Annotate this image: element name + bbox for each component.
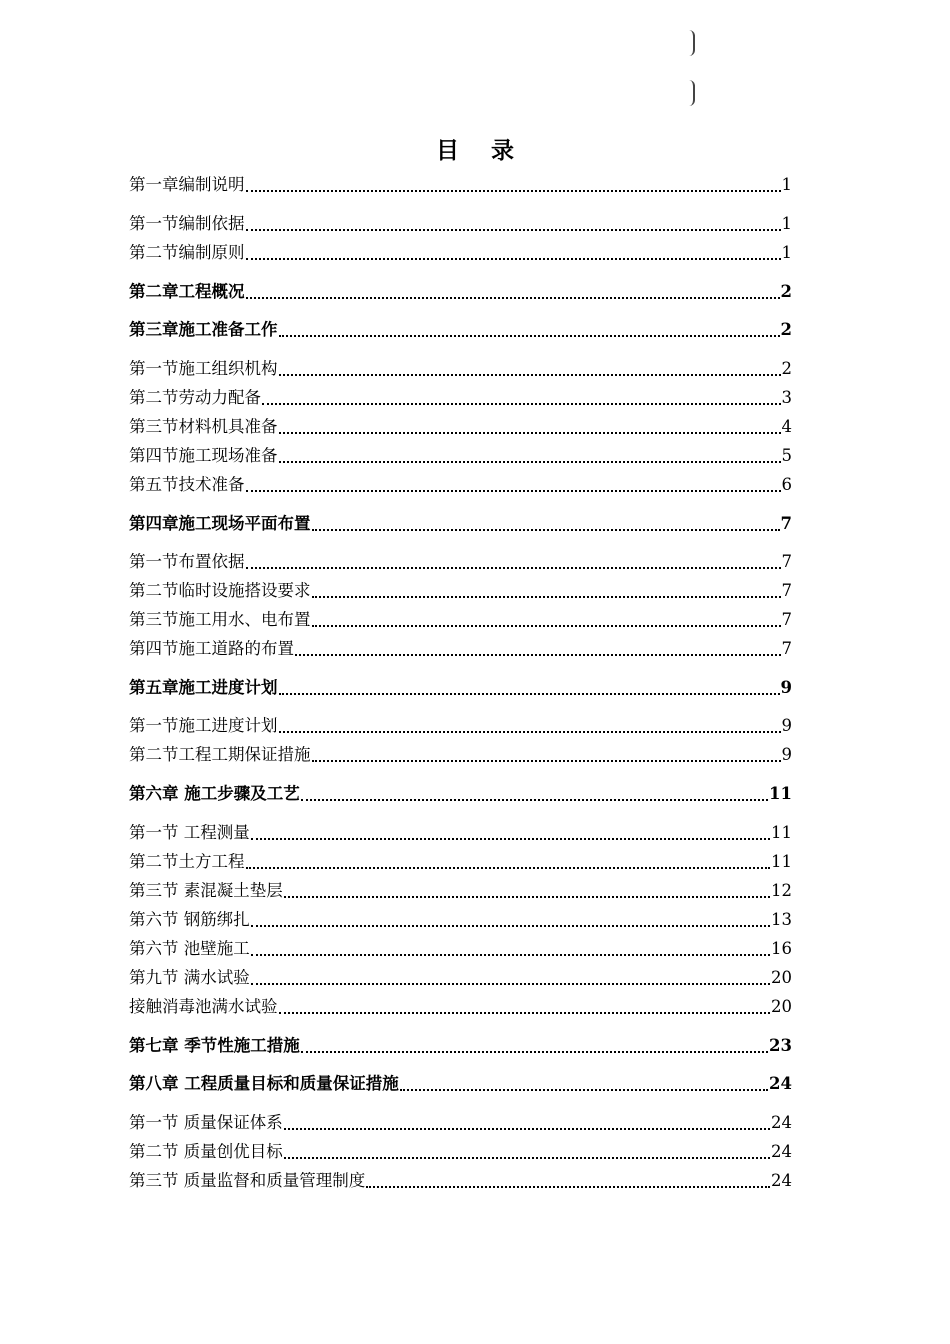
- dot-leader: [246, 567, 781, 569]
- toc-section-entry[interactable]: [129, 384, 792, 412]
- toc-entry-label: 第七章 季节性施工措施: [129, 1036, 300, 1055]
- dot-leader: [279, 1012, 771, 1014]
- toc-entry-label: 第一节 工程测量: [129, 823, 250, 842]
- toc-entry-label: 第三节 素混凝土垫层: [129, 881, 283, 900]
- toc-entry-label: 第六节 池壁施工: [129, 939, 250, 958]
- dot-leader: [246, 490, 781, 492]
- toc-entry-page-number: 5: [781, 446, 792, 465]
- toc-section-entry[interactable]: [129, 819, 792, 847]
- toc-entry-page-number: 9: [781, 745, 792, 764]
- toc-entry-page-number: 12: [771, 881, 792, 900]
- dot-leader: [251, 954, 770, 956]
- toc-section-entry[interactable]: [129, 635, 792, 663]
- dot-leader: [246, 258, 781, 260]
- toc-entry-page-number: 20: [771, 997, 792, 1016]
- toc-section-entry[interactable]: [129, 471, 792, 499]
- toc-chapter-entry[interactable]: [129, 1032, 792, 1060]
- dot-leader: [251, 925, 770, 927]
- dot-leader: [262, 403, 781, 405]
- toc-entry-page-number: 2: [780, 320, 792, 339]
- toc-section-entry[interactable]: [129, 741, 792, 769]
- toc-section-entry[interactable]: [129, 848, 792, 876]
- toc-section-entry[interactable]: [129, 577, 792, 605]
- dot-leader: [251, 838, 770, 840]
- toc-entry-page-number: 11: [769, 784, 792, 803]
- toc-section-entry[interactable]: [129, 935, 792, 963]
- toc-section-entry[interactable]: [129, 1138, 792, 1166]
- toc-entry-label: 第四节施工现场准备: [129, 446, 278, 465]
- toc-entry-label: 第六章 施工步骤及工艺: [129, 784, 300, 803]
- dot-leader: [279, 432, 781, 434]
- toc-section-entry[interactable]: [129, 1109, 792, 1137]
- dot-leader: [312, 625, 781, 627]
- dot-leader: [366, 1186, 770, 1188]
- toc-entry-page-number: 1: [781, 243, 792, 262]
- toc-entry-page-number: 16: [771, 939, 792, 958]
- toc-section-entry[interactable]: [129, 413, 792, 441]
- toc-entry-page-number: 9: [780, 678, 792, 697]
- crop-mark: [689, 30, 695, 56]
- toc-entry-page-number: 24: [771, 1171, 792, 1190]
- toc-entry-label: 第五节技术准备: [129, 475, 245, 494]
- toc-entry-page-number: 3: [781, 388, 792, 407]
- toc-entry-label: 第二节土方工程: [129, 852, 245, 871]
- toc-entry-page-number: 9: [781, 716, 792, 735]
- dot-leader: [284, 1157, 770, 1159]
- page-title: 目 录: [435, 137, 526, 164]
- toc-entry-label: 第四节施工道路的布置: [129, 639, 294, 658]
- toc-entry-label: 第三节 质量监督和质量管理制度: [129, 1171, 366, 1190]
- toc-section-entry[interactable]: [129, 906, 792, 934]
- dot-leader: [279, 731, 781, 733]
- dot-leader: [312, 760, 781, 762]
- crop-mark: [689, 80, 695, 106]
- toc-entry-label: 第九节 满水试验: [129, 968, 250, 987]
- dot-leader: [301, 799, 768, 801]
- toc-section-entry[interactable]: [129, 548, 792, 576]
- toc-entry-page-number: 20: [771, 968, 792, 987]
- toc-entry-label: 第一节 质量保证体系: [129, 1113, 283, 1132]
- toc-chapter-entry[interactable]: [129, 278, 792, 306]
- toc-entry-page-number: 6: [781, 475, 792, 494]
- toc-section-entry[interactable]: [129, 877, 792, 905]
- toc-entry-label: 第二节编制原则: [129, 243, 245, 262]
- toc-entry-label: 第六节 钢筋绑扎: [129, 910, 250, 929]
- toc-section-entry[interactable]: [129, 239, 792, 267]
- dot-leader: [279, 461, 781, 463]
- toc-section-entry[interactable]: [129, 606, 792, 634]
- dot-leader: [312, 529, 780, 531]
- toc-entry-label: 第一节施工组织机构: [129, 359, 278, 378]
- dot-leader: [251, 983, 770, 985]
- toc-entry-page-number: 7: [781, 581, 792, 600]
- toc-entry-page-number: 7: [781, 639, 792, 658]
- dot-leader: [246, 190, 781, 192]
- toc-entry-page-number: 2: [781, 359, 792, 378]
- toc-entry-label: 第八章 工程质量目标和质量保证措施: [129, 1074, 399, 1093]
- toc-entry-label: 第一节施工进度计划: [129, 716, 278, 735]
- toc-entry-label: 第三节施工用水、电布置: [129, 610, 311, 629]
- toc-entry-label: 第三章施工准备工作: [129, 320, 278, 339]
- toc-entry-label: 第一节布置依据: [129, 552, 245, 571]
- toc-entry-page-number: 11: [771, 823, 792, 842]
- toc-entry-label: 第二节工程工期保证措施: [129, 745, 311, 764]
- toc-chapter-entry[interactable]: [129, 674, 792, 702]
- toc-entry-page-number: 4: [781, 417, 792, 436]
- toc-entry-label: 第三节材料机具准备: [129, 417, 278, 436]
- toc-entry-page-number: 13: [771, 910, 792, 929]
- toc-entry-label: 第四章施工现场平面布置: [129, 514, 311, 533]
- dot-leader: [301, 1051, 768, 1053]
- toc-entry-label: 第一节编制依据: [129, 214, 245, 233]
- dot-leader: [312, 596, 781, 598]
- toc-entry-page-number: 24: [771, 1142, 792, 1161]
- toc-entry-label: 第二节临时设施搭设要求: [129, 581, 311, 600]
- toc-entry-label: 第二节劳动力配备: [129, 388, 261, 407]
- toc-entry-page-number: 7: [781, 552, 792, 571]
- toc-entry-page-number: 1: [781, 175, 792, 194]
- toc-section-entry[interactable]: [129, 355, 792, 383]
- dot-leader: [246, 867, 771, 869]
- toc-entry-label: 第二节 质量创优目标: [129, 1142, 283, 1161]
- dot-leader: [246, 297, 780, 299]
- dot-leader: [295, 654, 781, 656]
- toc-entry-label: 第五章施工进度计划: [129, 678, 278, 697]
- toc-entry-page-number: 7: [780, 514, 792, 533]
- toc-section-entry[interactable]: [129, 1167, 792, 1195]
- dot-leader: [279, 693, 780, 695]
- dot-leader: [284, 1128, 770, 1130]
- toc-chapter-entry[interactable]: [129, 1070, 792, 1098]
- toc-entry-page-number: 2: [780, 282, 792, 301]
- toc-section-entry[interactable]: [129, 993, 792, 1021]
- dot-leader: [284, 896, 770, 898]
- toc-section-entry[interactable]: [129, 442, 792, 470]
- toc-entry-label: 第二章工程概况: [129, 282, 245, 301]
- dot-leader: [400, 1089, 768, 1091]
- toc-chapter-entry[interactable]: [129, 780, 792, 808]
- toc-entry-page-number: 11: [771, 852, 792, 871]
- toc-entry-page-number: 24: [771, 1113, 792, 1132]
- toc-section-entry[interactable]: [129, 712, 792, 740]
- toc-entry-label: 接触消毒池满水试验: [129, 997, 278, 1016]
- toc-chapter-entry[interactable]: [129, 316, 792, 344]
- toc-chapter-entry[interactable]: [129, 510, 792, 538]
- toc-section-entry[interactable]: [129, 210, 792, 238]
- toc-entry-page-number: 7: [781, 610, 792, 629]
- dot-leader: [279, 374, 781, 376]
- toc-entry-page-number: 24: [769, 1074, 792, 1093]
- toc-entry-page-number: 1: [781, 214, 792, 233]
- dot-leader: [279, 335, 780, 337]
- toc-entry-page-number: 23: [769, 1036, 792, 1055]
- toc-entry-label: 第一章编制说明: [129, 175, 245, 194]
- dot-leader: [246, 229, 781, 231]
- toc-section-entry[interactable]: [129, 964, 792, 992]
- toc-section-entry[interactable]: [129, 171, 792, 199]
